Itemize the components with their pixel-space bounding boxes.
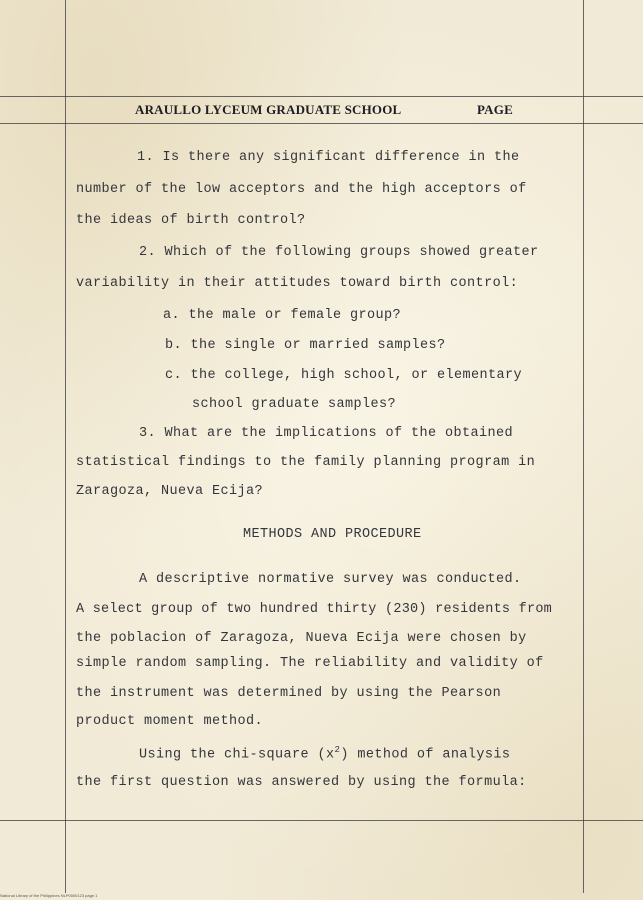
archive-footer: National Library of the Philippines NLP0000123 page 1 (0, 893, 98, 898)
header-top-rule (0, 96, 643, 97)
text-line: 2. Which of the following groups showed greater (139, 245, 539, 260)
text-line: number of the low acceptors and the high acceptors of (76, 182, 527, 197)
text-line: statistical findings to the family planning program in (76, 455, 536, 470)
section-heading: METHODS AND PROCEDURE (243, 527, 422, 542)
text-line: school graduate samples? (192, 397, 397, 412)
footer-rule (0, 820, 643, 821)
text-line: b. the single or married samples? (165, 338, 446, 353)
text-line: the ideas of birth control? (76, 213, 306, 228)
text-line: the instrument was determined by using the Pearson (76, 686, 502, 701)
text-line: A descriptive normative survey was conducted. (139, 572, 522, 587)
text-line: variability in their attitudes toward birth control: (76, 276, 519, 291)
text-line: the poblacion of Zaragoza, Nueva Ecija were chosen by (76, 631, 527, 646)
text-line: c. the college, high school, or elementary (165, 368, 523, 383)
superscript: 2 (334, 745, 341, 755)
right-margin-rule (583, 0, 584, 893)
page-label: PAGE (477, 102, 513, 117)
text-line: simple random sampling. The reliability and validity of (76, 656, 544, 671)
text-line: a. the male or female group? (163, 308, 402, 323)
school-header-title: ARAULLO LYCEUM GRADUATE SCHOOL (135, 102, 402, 117)
text-line: 3. What are the implications of the obtained (139, 426, 514, 441)
header-bottom-rule (0, 123, 643, 124)
text-segment: ) method of analysis (340, 747, 511, 763)
chi-square-line (139, 745, 510, 763)
left-margin-rule (65, 0, 66, 893)
text-line: the first question was answered by using the formula: (76, 775, 527, 790)
text-line: A select group of two hundred thirty (230) residents from (76, 602, 553, 617)
text-segment: Using the chi-square (x (139, 747, 335, 763)
text-line: Zaragoza, Nueva Ecija? (76, 484, 264, 499)
text-line: 1. Is there any significant difference in the (137, 150, 520, 165)
text-line: product moment method. (76, 714, 264, 729)
